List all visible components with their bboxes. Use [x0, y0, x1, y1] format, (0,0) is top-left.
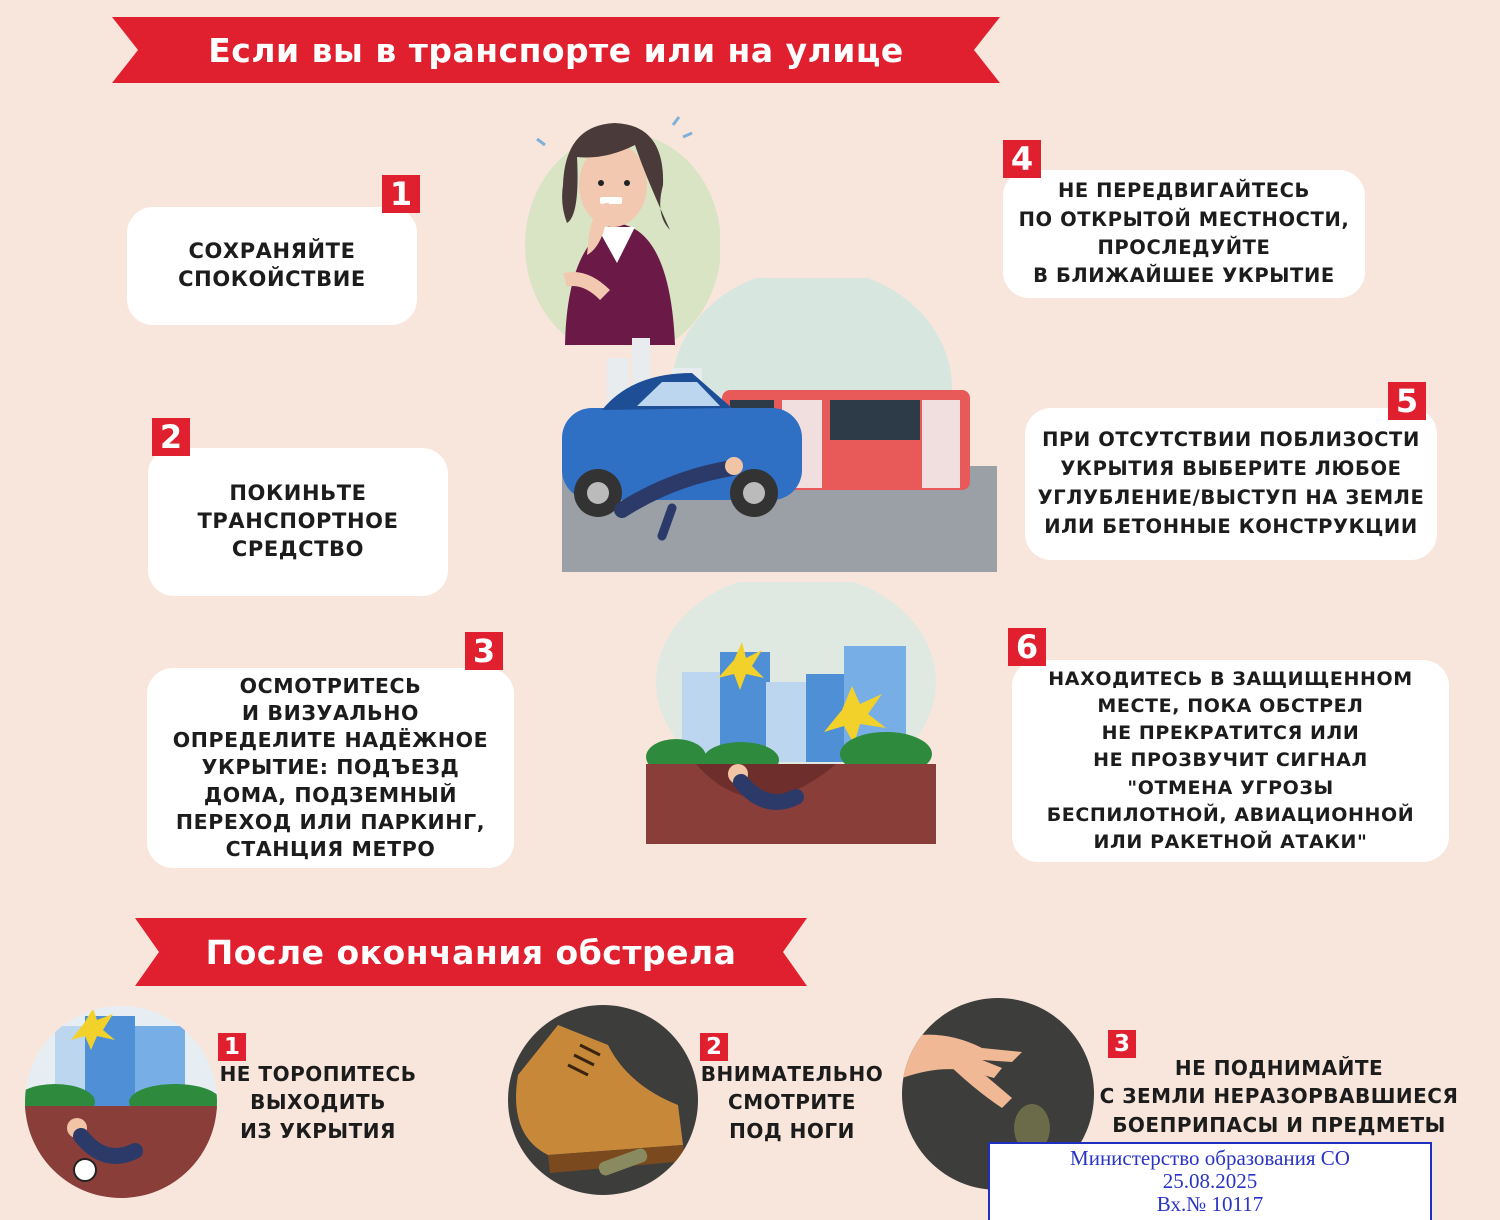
- step5-text: ПРИ ОТСУТСТВИИ ПОБЛИЗОСТИ УКРЫТИЯ ВЫБЕРИТЕ ЛЮБОЕ УГЛУБЛЕНИЕ/ВЫСТУП НА ЗЕМЛЕ ИЛИ БЕТОННЫЕ КОНСТРУКЦИИ: [1037, 428, 1425, 538]
- registration-stamp: [988, 1142, 1432, 1220]
- after3-number: 3: [1108, 1030, 1136, 1058]
- step5-card: [1025, 408, 1437, 560]
- after3-text: НЕ ПОДНИМАЙТЕ С ЗЕМЛИ НЕРАЗОРВАВШИЕСЯ БОЕПРИПАСЫ И ПРЕДМЕТЫ: [1099, 1056, 1459, 1137]
- car-bus-person-illustration: [562, 278, 997, 572]
- after2-text: ВНИМАТЕЛЬНО СМОТРИТЕ ПОД НОГИ: [700, 1062, 884, 1143]
- step5-number: 5: [1388, 382, 1426, 420]
- section2-title: После окончания обстрела: [205, 932, 737, 972]
- step2-text: ПОКИНЬТЕ ТРАНСПОРТНОЕ СРЕДСТВО: [197, 481, 399, 561]
- step4-text: НЕ ПЕРЕДВИГАЙТЕСЬ ПО ОТКРЫТОЙ МЕСТНОСТИ, ПРОСЛЕДУЙТЕ В БЛИЖАЙШЕЕ УКРЫТИЕ: [1018, 179, 1350, 288]
- step3-text: ОСМОТРИТЕСЬ И ВИЗУАЛЬНО ОПРЕДЕЛИТЕ НАДЁЖНОЕ УКРЫТИЕ: ПОДЪЕЗД ДОМА, ПОДЗЕМНЫЙ ПЕРЕХОД ИЛИ ПАРКИНГ, СТАНЦИЯ МЕТРО: [172, 673, 489, 862]
- boot-bullet-icon: [508, 1005, 698, 1195]
- step1-text: СОХРАНЯЙТЕ СПОКОЙСТВИЕ: [178, 239, 366, 291]
- step1-number: 1: [382, 175, 420, 213]
- explosion-shelter-illustration: [646, 582, 936, 844]
- after1-text: НЕ ТОРОПИТЕСЬ ВЫХОДИТЬ ИЗ УКРЫТИЯ: [219, 1062, 417, 1143]
- step6-card: [1012, 660, 1449, 862]
- step6-number: 6: [1008, 628, 1046, 666]
- section1-title: Если вы в транспорте или на улице: [208, 30, 904, 70]
- section1-ribbon: [112, 17, 1000, 83]
- stamp-number: Вх.№ 10117: [1156, 1192, 1264, 1217]
- step1-card: [127, 207, 417, 325]
- step2-number: 2: [152, 418, 190, 456]
- step6-text: НАХОДИТЕСЬ В ЗАЩИЩЕННОМ МЕСТЕ, ПОКА ОБСТРЕЛ НЕ ПРЕКРАТИТСЯ ИЛИ НЕ ПРОЗВУЧИТ СИГНАЛ "ОТМЕНА УГРОЗЫ БЕСПИЛОТНОЙ, АВИАЦИОННОЙ ИЛИ РАКЕТНОЙ АТАКИ": [1046, 667, 1415, 853]
- step4-number: 4: [1003, 140, 1041, 178]
- after1-number: 1: [218, 1033, 246, 1061]
- step3-number: 3: [465, 632, 503, 670]
- after2-number: 2: [700, 1033, 728, 1061]
- step4-card: [1003, 170, 1365, 298]
- stamp-organization: Министерство образования СО: [1070, 1146, 1350, 1170]
- stamp-date: 25.08.2025: [1162, 1169, 1258, 1194]
- step2-card: [148, 448, 448, 596]
- section2-ribbon: [135, 918, 807, 986]
- person-in-shelter-icon: [25, 1006, 217, 1198]
- step3-card: [147, 668, 514, 868]
